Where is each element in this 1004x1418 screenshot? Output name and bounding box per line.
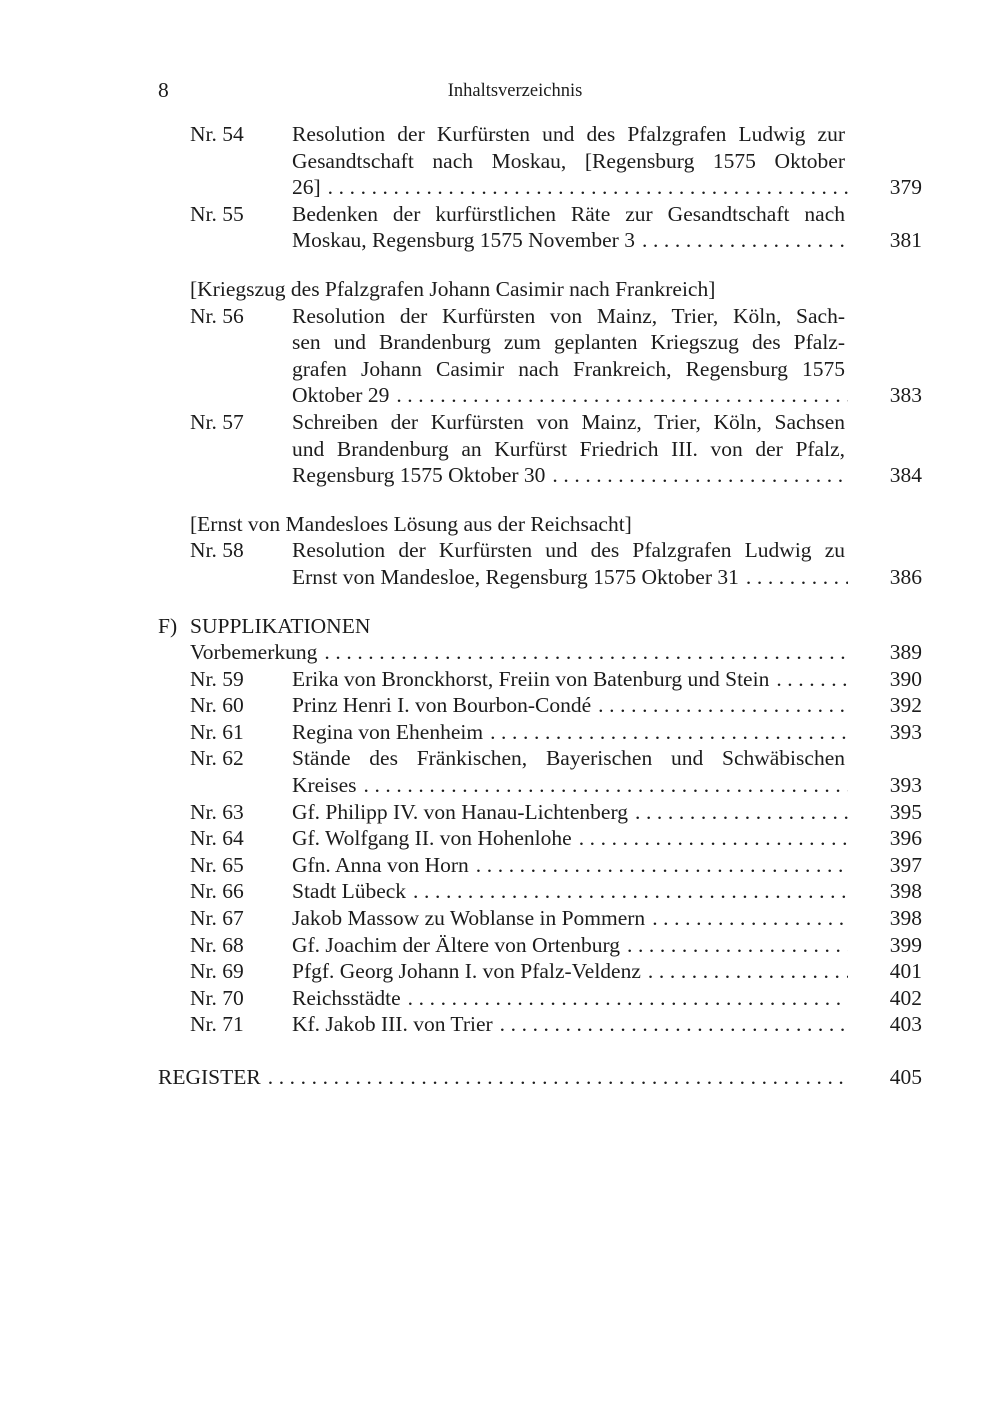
toc-row bbox=[158, 639, 922, 666]
entry-number: Nr. 70 bbox=[190, 985, 244, 1010]
entry-text: Resolution der Kurfürsten und des Pfalzgrafen Ludwig zur bbox=[292, 122, 845, 146]
toc-row bbox=[158, 201, 922, 228]
dot-leader bbox=[490, 719, 848, 746]
toc-row bbox=[158, 932, 922, 959]
entry-number: Nr. 69 bbox=[190, 959, 244, 984]
dot-leader bbox=[579, 825, 848, 852]
toc-row bbox=[158, 537, 922, 564]
page-ref: 398 bbox=[889, 879, 922, 904]
page-ref: 384 bbox=[889, 463, 922, 488]
dot-leader bbox=[396, 382, 848, 409]
dot-leader bbox=[635, 799, 848, 826]
dot-leader bbox=[413, 878, 848, 905]
dot-leader bbox=[627, 932, 848, 959]
entry-number: Nr. 67 bbox=[190, 906, 244, 931]
toc-row bbox=[158, 462, 922, 489]
entry-text: Resolution der Kurfürsten von Mainz, Trier, Köln, Sach- bbox=[292, 303, 845, 328]
entry-text: Schreiben der Kurfürsten von Mainz, Trier, Köln, Sachsen bbox=[292, 409, 845, 434]
page-number: 8 bbox=[158, 78, 169, 102]
dot-leader bbox=[408, 985, 848, 1012]
entry-text: 26] bbox=[292, 175, 321, 200]
register-title: REGISTER bbox=[158, 1065, 261, 1089]
entry-number: Nr. 64 bbox=[190, 826, 244, 851]
section-heading-row bbox=[158, 613, 922, 640]
entry-text: Gfn. Anna von Horn bbox=[292, 852, 469, 877]
entry-text: Bedenken der kurfürstlichen Räte zur Gesandtschaft nach bbox=[292, 201, 845, 226]
entry-text: Pfgf. Georg Johann I. von Pfalz-Veldenz bbox=[292, 959, 641, 984]
toc-row bbox=[158, 666, 922, 693]
page-ref: 383 bbox=[889, 383, 922, 408]
page-ref: 397 bbox=[889, 852, 922, 877]
entry-text: sen und Brandenburg zum geplanten Kriegszug des Pfalz- bbox=[292, 330, 845, 355]
entry-text: Gf. Philipp IV. von Hanau-Lichtenberg bbox=[292, 799, 628, 824]
entry-number: Nr. 68 bbox=[190, 932, 244, 957]
entry-text: Regina von Ehenheim bbox=[292, 719, 484, 744]
entry-text: Moskau, Regensburg 1575 November 3 bbox=[292, 228, 635, 253]
toc-row bbox=[158, 985, 922, 1012]
toc-content bbox=[158, 78, 922, 1091]
entry-number: Nr. 56 bbox=[190, 303, 244, 328]
entry-text: Reichsstädte bbox=[292, 985, 401, 1010]
page-ref: 390 bbox=[889, 666, 922, 691]
section-spacer bbox=[158, 489, 922, 511]
toc-row bbox=[158, 772, 922, 799]
toc-row bbox=[158, 436, 922, 463]
toc-row bbox=[158, 382, 922, 409]
entry-text: Jakob Massow zu Woblanse in Pommern bbox=[292, 906, 646, 931]
dot-leader bbox=[598, 692, 848, 719]
dot-leader bbox=[552, 462, 848, 489]
toc-row bbox=[158, 958, 922, 985]
bracket-heading-row bbox=[158, 511, 922, 538]
entry-number: Nr. 58 bbox=[190, 538, 244, 563]
toc-row bbox=[158, 799, 922, 826]
page-ref: 393 bbox=[889, 773, 922, 798]
page-ref: 381 bbox=[889, 228, 922, 253]
toc-row bbox=[158, 692, 922, 719]
register-row bbox=[158, 1064, 922, 1091]
page-ref: 389 bbox=[889, 640, 922, 665]
page-ref: 386 bbox=[889, 564, 922, 589]
entry-text: Kreises bbox=[292, 773, 357, 798]
entry-text: Stadt Lübeck bbox=[292, 879, 407, 904]
toc-row bbox=[158, 564, 922, 591]
page-ref: 393 bbox=[889, 719, 922, 744]
toc-row bbox=[158, 905, 922, 932]
toc-row bbox=[158, 148, 922, 175]
entry-number: Nr. 65 bbox=[190, 852, 244, 877]
page-ref: 402 bbox=[889, 985, 922, 1010]
dot-leader bbox=[476, 852, 848, 879]
entry-number: Nr. 62 bbox=[190, 746, 244, 771]
page-ref: 379 bbox=[889, 175, 922, 200]
entry-number: Nr. 63 bbox=[190, 799, 244, 824]
entry-text: Gf. Joachim der Ältere von Ortenburg bbox=[292, 932, 620, 957]
toc-row bbox=[158, 878, 922, 905]
dot-leader bbox=[652, 905, 848, 932]
toc-row bbox=[158, 719, 922, 746]
entry-text: Gesandtschaft nach Moskau, [Regensburg 1575 Oktober bbox=[292, 148, 845, 173]
entry-number: Nr. 66 bbox=[190, 879, 244, 904]
entry-text: Ernst von Mandesloe, Regensburg 1575 Oktober 31 bbox=[292, 564, 739, 589]
page-ref: 401 bbox=[889, 959, 922, 984]
section-spacer bbox=[158, 254, 922, 276]
toc-row bbox=[158, 227, 922, 254]
section-letter: F) bbox=[158, 613, 178, 638]
entry-text: Gf. Wolfgang II. von Hohenlohe bbox=[292, 826, 572, 851]
entry-number: Nr. 61 bbox=[190, 719, 244, 744]
page-ref: 405 bbox=[889, 1065, 922, 1089]
toc-row bbox=[158, 356, 922, 383]
entry-text: Prinz Henri I. von Bourbon-Condé bbox=[292, 693, 592, 718]
page-header bbox=[158, 78, 872, 105]
dot-leader bbox=[363, 772, 848, 799]
toc-row bbox=[158, 409, 922, 436]
dot-leader bbox=[268, 1064, 848, 1091]
toc-row bbox=[158, 1011, 922, 1038]
entry-text: Regensburg 1575 Oktober 30 bbox=[292, 463, 546, 488]
bracket-heading-row bbox=[158, 276, 922, 303]
toc-row bbox=[158, 303, 922, 330]
dot-leader bbox=[776, 666, 848, 693]
entry-number: Nr. 60 bbox=[190, 693, 244, 718]
dot-leader bbox=[328, 174, 848, 201]
entry-text: Kf. Jakob III. von Trier bbox=[292, 1012, 493, 1037]
page-ref: 399 bbox=[889, 932, 922, 957]
entry-number: Nr. 54 bbox=[190, 122, 244, 146]
toc-row bbox=[158, 825, 922, 852]
section-title: SUPPLIKATIONEN bbox=[190, 613, 371, 638]
entry-text: Stände des Fränkischen, Bayerischen und Schwäbischen bbox=[292, 746, 845, 771]
bracket-heading: [Kriegszug des Pfalzgrafen Johann Casimir nach Frankreich] bbox=[190, 276, 716, 301]
section-spacer bbox=[158, 591, 922, 613]
dot-leader bbox=[324, 639, 848, 666]
entry-number: Nr. 59 bbox=[190, 666, 244, 691]
entry-text: Resolution der Kurfürsten und des Pfalzgrafen Ludwig zu bbox=[292, 538, 845, 563]
entry-text: und Brandenburg an Kurfürst Friedrich III. von der Pfalz, bbox=[292, 436, 845, 461]
dot-leader bbox=[500, 1011, 848, 1038]
entry-number: Nr. 57 bbox=[190, 409, 244, 434]
page-ref: 395 bbox=[889, 799, 922, 824]
toc-row bbox=[158, 745, 922, 772]
toc-row bbox=[158, 852, 922, 879]
page-ref: 392 bbox=[889, 693, 922, 718]
running-title: Inhaltsverzeichnis bbox=[447, 81, 583, 101]
toc-row bbox=[158, 174, 922, 201]
entry-text: Vorbemerkung bbox=[190, 640, 318, 665]
page-ref: 403 bbox=[889, 1012, 922, 1037]
bracket-heading: [Ernst von Mandesloes Lösung aus der Reichsacht] bbox=[190, 511, 632, 536]
entry-number: Nr. 55 bbox=[190, 201, 244, 226]
toc-row bbox=[158, 329, 922, 356]
page-ref: 398 bbox=[889, 906, 922, 931]
toc-row bbox=[158, 121, 922, 148]
entry-number: Nr. 71 bbox=[190, 1012, 244, 1037]
page-ref: 396 bbox=[889, 826, 922, 851]
section-spacer bbox=[158, 1038, 922, 1060]
entry-text: Erika von Bronckhorst, Freiin von Batenburg und Stein bbox=[292, 666, 770, 691]
dot-leader bbox=[648, 958, 848, 985]
dot-leader bbox=[746, 564, 848, 591]
entry-text: Oktober 29 bbox=[292, 383, 390, 408]
toc-list bbox=[158, 121, 922, 1091]
dot-leader bbox=[642, 227, 848, 254]
entry-text: grafen Johann Casimir nach Frankreich, Regensburg 1575 bbox=[292, 356, 845, 381]
